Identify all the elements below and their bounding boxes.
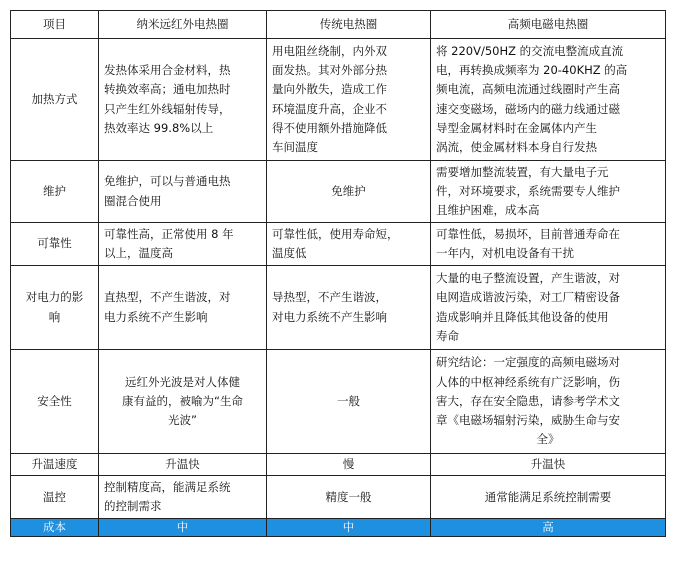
- header-traditional-heater: 传统电热圈: [267, 11, 431, 39]
- hf-cell: 高: [431, 519, 666, 537]
- row-safety: [11, 350, 666, 454]
- row-label: 可靠性: [11, 223, 99, 266]
- nano-cell: 控制精度高，能满足系统 的控制需求: [99, 476, 267, 519]
- row-heating-speed: [11, 454, 666, 476]
- header-hf-heater: 高频电磁电热圈: [431, 11, 666, 39]
- hf-cell: 大量的电子整流设置，产生谐波，对 电网造成谐波污染，对工厂精密设备 造成影响并且降低其他设备的使用 寿命: [431, 266, 666, 350]
- hf-cell: 研究结论：一定强度的高频电磁场对 人体的中枢神经系统有广泛影响，伤 害大，存在安全隐患，请参考学术文 章《电磁场辐射污染，威胁生命与安 全》: [431, 350, 666, 454]
- row-label: 安全性: [11, 350, 99, 454]
- row-label: 成本: [11, 519, 99, 537]
- hf-cell: 需要增加整流装置，有大量电子元 件，对环境要求，系统需要专人维护 且维护困难，成本高: [431, 161, 666, 223]
- nano-cell: 发热体采用合金材料，热 转换效率高；通电加热时 只产生红外线辐射传导， 热效率达 99.8%以上: [99, 39, 267, 161]
- hf-cell: 将 220V/50HZ 的交流电整流成直流 电，再转换成频率为 20-40KHZ 的高 频电流，高频电流通过线圈时产生高 速交变磁场，磁场内的磁力线通过磁 导型金属材料时在金属体内产生 涡流，使金属材料本身自行发热: [431, 39, 666, 161]
- comparison-table: [10, 10, 666, 537]
- header-nano-heater: 纳米远红外电热圈: [99, 11, 267, 39]
- nano-cell: 可靠性高，正常使用 8 年 以上，温度高: [99, 223, 267, 266]
- row-temperature-control: [11, 476, 666, 519]
- hf-cell: 可靠性低，易损坏，目前普通寿命在 一年内，对机电设备有干扰: [431, 223, 666, 266]
- traditional-cell: 用电阻丝绕制，内外双 面发热。其对外部分热 量向外散失，造成工作 环境温度升高，企业不 得不使用额外措施降低 车间温度: [267, 39, 431, 161]
- row-maintenance: [11, 161, 666, 223]
- nano-cell: 远红外光波是对人体健 康有益的，被喻为“生命 光波”: [99, 350, 267, 454]
- traditional-cell: 可靠性低，使用寿命短， 温度低: [267, 223, 431, 266]
- traditional-cell: 免维护: [267, 161, 431, 223]
- row-label: 升温速度: [11, 454, 99, 476]
- traditional-cell: 中: [267, 519, 431, 537]
- row-cost: [11, 519, 666, 537]
- header-row: [11, 11, 666, 39]
- traditional-cell: 导热型，不产生谐波， 对电力系统不产生影响: [267, 266, 431, 350]
- row-label: 温控: [11, 476, 99, 519]
- row-reliability: [11, 223, 666, 266]
- row-label: 维护: [11, 161, 99, 223]
- row-label: 加热方式: [11, 39, 99, 161]
- nano-cell: 中: [99, 519, 267, 537]
- row-label: 对电力的影 响: [11, 266, 99, 350]
- traditional-cell: 精度一般: [267, 476, 431, 519]
- row-power-impact: [11, 266, 666, 350]
- row-heating-method: [11, 39, 666, 161]
- traditional-cell: 一般: [267, 350, 431, 454]
- nano-cell: 免维护，可以与普通电热 圈混合使用: [99, 161, 267, 223]
- nano-cell: 升温快: [99, 454, 267, 476]
- hf-cell: 通常能满足系统控制需要: [431, 476, 666, 519]
- header-item: 项目: [11, 11, 99, 39]
- hf-cell: 升温快: [431, 454, 666, 476]
- traditional-cell: 慢: [267, 454, 431, 476]
- nano-cell: 直热型，不产生谐波，对 电力系统不产生影响: [99, 266, 267, 350]
